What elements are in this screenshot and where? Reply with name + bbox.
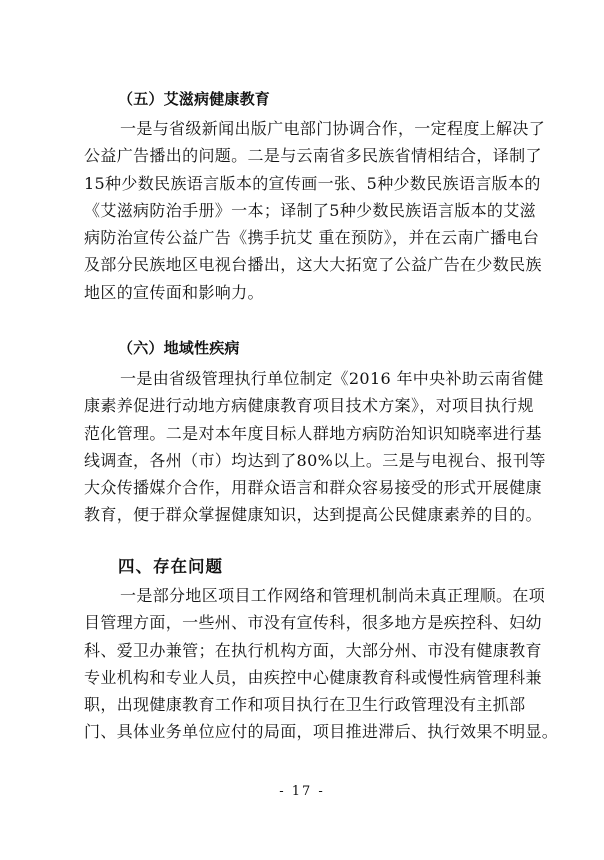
text-line: 科、爱卫办兼管；在执行机构方面，大部分州、市没有健康教育 (84, 640, 542, 660)
section-heading-existing-problems: 四、存在问题 (118, 557, 223, 576)
paragraph-regional-disease (84, 365, 546, 529)
text-line: 目管理方面，一些州、市没有宣传科，很多地方是疾控科、妇幼 (84, 613, 542, 633)
text-line: 公益广告播出的问题。二是与云南省多民族省情相结合，译制了 (84, 146, 542, 166)
text-line: 病防治宣传公益广告《携手抗艾 重在预防》，并在云南广播电台 (84, 228, 540, 248)
text-line: 《艾滋病防治手册》一本；译制了5种少数民族语言版本的艾滋 (84, 200, 536, 220)
text-line: 门、具体业务单位应付的局面，项目推进滞后、执行效果不明显。 (84, 722, 559, 742)
text-line: 线调查，各州（市）均达到了80%以上。三是与电视台、报刊等 (84, 450, 546, 470)
text-line: 大众传播媒介合作，用群众语言和群众容易接受的形式开展健康 (84, 478, 542, 498)
text-line: 一是由省级管理执行单位制定《2016 年中央补助云南省健 (120, 369, 544, 388)
text-line: 范化管理。二是对本年度目标人群地方病防治知识知晓率进行基 (84, 423, 542, 443)
text-line: 一是部分地区项目工作网络和管理机制尚未真正理顺。在项 (120, 586, 546, 605)
page-number: - 17 - (279, 784, 325, 799)
subsection-title-regional-disease: （六）地域性疾病 (118, 339, 240, 357)
text-line: 地区的宣传面和影响力。 (84, 282, 264, 302)
text-line: 及部分民族地区电视台播出，这大大拓宽了公益广告在少数民族 (84, 255, 542, 275)
text-line: 15种少数民族语言版本的宣传画一张、5种少数民族语言版本的 (84, 173, 541, 193)
paragraph-existing-problems (84, 582, 559, 746)
text-line: 一是与省级新闻出版广电部门协调合作，一定程度上解决了 (120, 119, 546, 138)
text-line: 康素养促进行动地方病健康教育项目技术方案》，对项目执行规 (84, 396, 534, 416)
subsection-title-aids: （五）艾滋病健康教育 (118, 90, 271, 108)
text-line: 职，出现健康教育工作和项目执行在卫生行政管理没有主抓部 (84, 695, 526, 715)
text-line: 专业机构和专业人员，由疾控中心健康教育科或慢性病管理科兼 (84, 667, 542, 687)
paragraph-aids-education (84, 115, 546, 306)
text-line: 教育，便于群众掌握健康知识，达到提高公民健康素养的目的。 (84, 505, 542, 525)
